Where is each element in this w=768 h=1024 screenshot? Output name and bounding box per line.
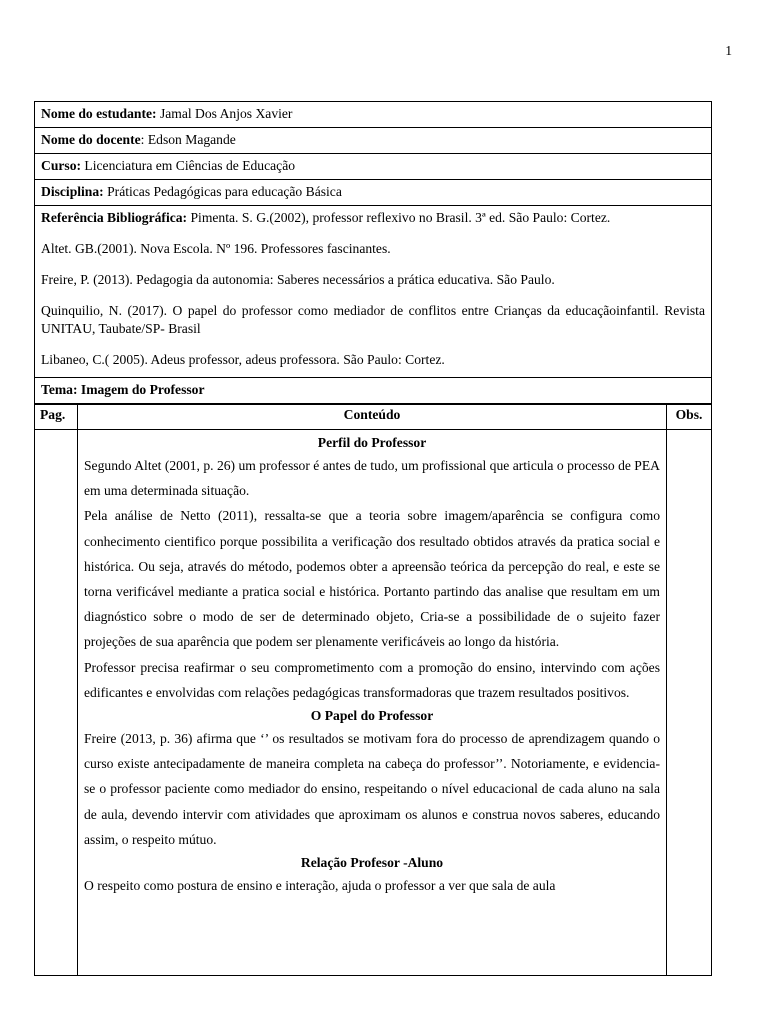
course-value: Licenciatura em Ciências de Educação [81,158,296,173]
content-cell [78,430,667,976]
obs-cell [667,430,712,976]
student-label: Nome do estudante: [41,106,157,121]
teacher-row [35,128,712,154]
reference-item: Referência Bibliográfica: Pimenta. S. G.(2002), professor reflexivo no Brasil. 3ª ed. São Paulo: Cortez. [41,210,611,225]
document-form [34,101,712,976]
section-title-perfil: Perfil do Professor [317,435,427,450]
page-number: 1 [725,43,732,58]
content-table-header [35,405,712,430]
references-row [35,206,712,378]
discipline-row [35,180,712,206]
content-row [35,430,712,976]
reference-item: Freire, P. (2013). Pedagogia da autonomia: Saberes necessários a prática educativa. São Paulo. [41,272,555,287]
discipline-label: Disciplina: [41,184,104,199]
student-value: Jamal Dos Anjos Xavier [156,106,293,121]
paragraph: Pela análise de Netto (2011), ressalta-se que a teoria sobre imagem/aparência se configura como conhecimento cientifico porque possibilita a verificação dos resultado obtidos através da pratica social e histórica. Ou seja, através do método, podemos obter a apreensão teórica da percepção do real, e este se torna verificável mediante a pratica social e histórica. Portanto partindo das analise que resultam em um diagnóstico sobre o modo de ser de determinado objeto, Cria-se a possibilidade de o sujeito fazer projeções de sua aparência que podem ser plenamente verificáveis ao longo da história. [84,508,660,650]
theme-title: Tema: Imagem do Professor [41,382,205,397]
content-table [34,404,712,976]
section-title-papel: O Papel do Professor [310,708,434,724]
column-header-content: Conteúdo [78,405,667,430]
reference-item: Libaneo, C.( 2005). Adeus professor, adeus professora. São Paulo: Cortez. [41,352,445,367]
reference-item: Quinquilio, N. (2017). O papel do professor como mediador de conflitos entre Crianças da educaçãoinfantil. Revista UNITAU, Taubate/SP- Brasil [41,303,705,336]
column-header-obs: Obs. [667,405,712,430]
theme-row [35,378,712,404]
header-table [34,101,712,404]
paragraph: Professor precisa reafirmar o seu comprometimento com a promoção do ensino, intervindo com ações edificantes e envolvidas com relações pedagógicas transformadoras que trazem resultados positivos. [84,659,660,700]
paragraph: Freire (2013, p. 36) afirma que ‘’ os resultados se motivam fora do processo de aprendizagem quando o curso existe antecipadamente de maneira completa na cabeça do professor’’. Notoriamente, e evidencia-se o professor paciente como mediador do ensino, respeitando o nível educacional de cada aluno na sala de aula, devendo intervir com atividades que aproximam os alunos e construa novos saberes, educando assim, o respeito mútuo. [84,731,660,847]
course-row [35,154,712,180]
reference-item: Altet. GB.(2001). Nova Escola. Nº 196. Professores fascinantes. [41,241,391,256]
paragraph: Segundo Altet (2001, p. 26) um professor é antes de tudo, um profissional que articula o processo de PEA em uma determinada situação. [84,458,660,499]
column-header-pag: Pag. [35,405,78,430]
teacher-label: Nome do docente [41,132,141,147]
paragraph: O respeito como postura de ensino e interação, ajuda o professor a ver que sala de aula [84,878,556,894]
pag-cell [35,430,78,976]
student-row [35,102,712,128]
discipline-value: Práticas Pedagógicas para educação Básica [103,184,342,199]
course-label: Curso: [41,158,82,173]
teacher-value: : Edson Magande [140,132,236,147]
section-title-relacao: Relação Profesor -Aluno [300,855,444,871]
references-label: Referência Bibliográfica: [41,210,188,225]
